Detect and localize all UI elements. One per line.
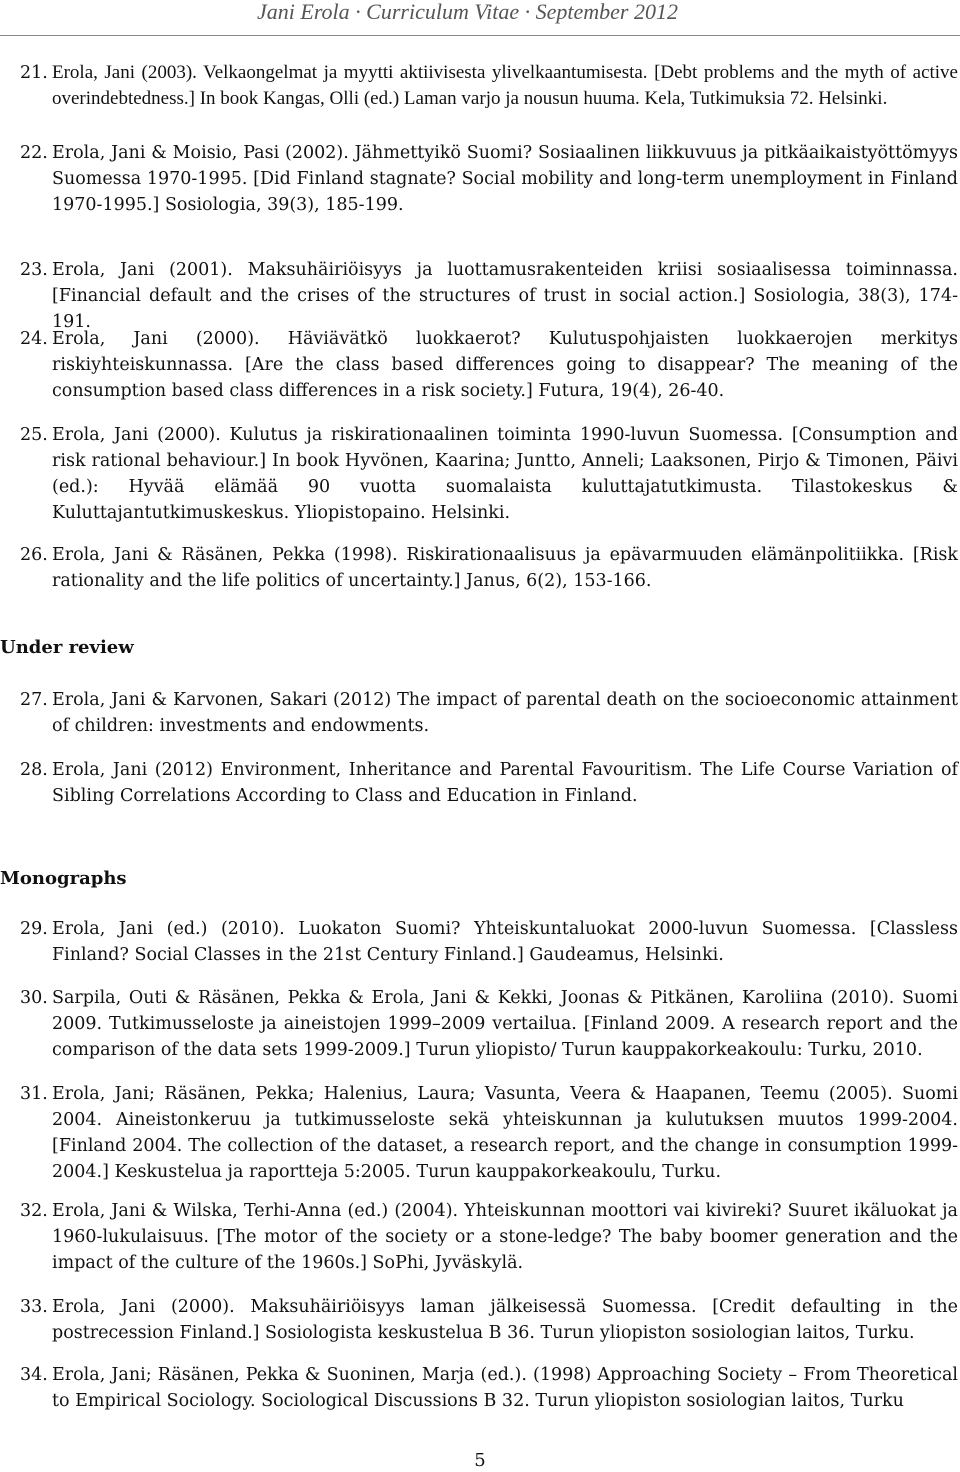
entry-number: 30. — [20, 988, 48, 1008]
entry-number: 26. — [20, 545, 48, 565]
entry-number: 22. — [20, 143, 48, 163]
entry-number: 34. — [20, 1365, 48, 1385]
entry-number: 24. — [20, 329, 48, 349]
entry-text: Erola, Jani (2000). Maksuhäiriöisyys laman jälkeisessä Suomessa. [Credit defaulting in the postrecession Finland.] Sosiologista keskustelua B 36. Turun yliopiston sosiologian laitos, Turku. — [52, 1297, 958, 1343]
section-heading-monographs: Monographs — [0, 868, 127, 889]
page-number: 5 — [474, 1450, 486, 1471]
entry-number: 31. — [20, 1084, 48, 1104]
entry-text: Erola, Jani & Karvonen, Sakari (2012) The impact of parental death on the socioeconomic attainment of children: investments and endowments. — [52, 690, 958, 736]
entry-number: 23. — [20, 260, 48, 280]
entry-number: 33. — [20, 1297, 48, 1317]
entry-number: 25. — [20, 425, 48, 445]
entry-text: Erola, Jani (2000). Kulutus ja riskirationaalinen toiminta 1990-luvun Suomessa. [Consumption and risk rational behaviour.] In book Hyvönen, Kaarina; Juntto, Anneli; Laaksonen, Pirjo & Timonen, Päivi (ed.): Hyvää elämää 90 vuotta suomalaista kuluttajatutkimusta. Tilastokeskus & Kuluttajantutkimuskeskus. Yliopistopaino. Helsinki. — [52, 425, 958, 523]
running-head: Jani Erola · Curriculum Vitae · September 2012 — [257, 0, 678, 24]
entry-number: 28. — [20, 760, 48, 780]
header-rule — [0, 35, 960, 36]
entry-text: Erola, Jani (2003). Velkaongelmat ja myytti aktiivisesta ylivelkaantumisesta. [Debt problems and the myth of active overindebtedness.] In book Kangas, Olli (ed.) Laman varjo ja nousun huuma. Kela, Tutkimuksia 72. Helsinki. — [52, 62, 958, 109]
entry-text: Erola, Jani (ed.) (2010). Luokaton Suomi? Yhteiskuntaluokat 2000-luvun Suomessa. [Classless Finland? Social Classes in the 21st Century Finland.] Gaudeamus, Helsinki. — [52, 919, 958, 965]
entry-text: Erola, Jani; Räsänen, Pekka & Suoninen, Marja (ed.). (1998) Approaching Society – From Theoretical to Empirical Sociology. Sociological Discussions B 32. Turun yliopiston sosiologian laitos, Turku — [52, 1365, 958, 1411]
entry-number: 29. — [20, 919, 48, 939]
entry-number: 27. — [20, 690, 48, 710]
entry-text: Erola, Jani & Räsänen, Pekka (1998). Riskirationaalisuus ja epävarmuuden elämänpolitiikka. [Risk rationality and the life politics of uncertainty.] Janus, 6(2), 153-166. — [52, 545, 958, 591]
entry-text: Erola, Jani & Wilska, Terhi-Anna (ed.) (2004). Yhteiskunnan moottori vai kivireki? Suuret ikäluokat ja 1960-lukulaisuus. [The motor of the society or a stone-ledge? The baby boomer generation and the impact of the culture of the 1960s.] SoPhi, Jyväskylä. — [52, 1201, 958, 1273]
entry-text: Sarpila, Outi & Räsänen, Pekka & Erola, Jani & Kekki, Joonas & Pitkänen, Karoliina (2010). Suomi 2009. Tutkimusseloste ja aineistojen 1999–2009 vertailua. [Finland 2009. A research report and the comparison of the data sets 1999-2009.] Turun yliopisto/ Turun kauppakorkeakoulu: Turku, 2010. — [52, 988, 958, 1060]
section-heading-under-review: Under review — [0, 637, 134, 658]
entry-text: Erola, Jani (2001). Maksuhäiriöisyys ja luottamusrakenteiden kriisi sosiaalisessa toiminnassa. [Financial default and the crises of the structures of trust in social action.] Sosiologia, 38(3), 174-191. — [52, 260, 958, 332]
entry-text: Erola, Jani & Moisio, Pasi (2002). Jähmettyikö Suomi? Sosiaalinen liikkuvuus ja pitkäaikaistyöttömyys Suomessa 1970-1995. [Did Finland stagnate? Social mobility and long-term unemployment in Finland 1970-1995.] Sosiologia, 39(3), 185-199. — [52, 143, 958, 215]
entry-number: 21. — [20, 63, 48, 83]
entry-text: Erola, Jani (2000). Häviävätkö luokkaerot? Kulutuspohjaisten luokkaerojen merkitys riskiyhteiskunnassa. [Are the class based differences going to disappear? The meaning of the consumption based class differences in a risk society.] Futura, 19(4), 26-40. — [52, 329, 958, 401]
entry-text: Erola, Jani (2012) Environment, Inheritance and Parental Favouritism. The Life Course Variation of Sibling Correlations According to Class and Education in Finland. — [52, 760, 958, 806]
entry-text: Erola, Jani; Räsänen, Pekka; Halenius, Laura; Vasunta, Veera & Haapanen, Teemu (2005). Suomi 2004. Aineistonkeruu ja tutkimusseloste sekä yhteiskunnan ja kulutuksen muutos 1999-2004. [Finland 2004. The collection of the dataset, a research report, and the change in consumption 1999-2004.] Keskustelua ja raportteja 5:2005. Turun kauppakorkeakoulu, Turku. — [52, 1084, 958, 1182]
entry-number: 32. — [20, 1201, 48, 1221]
